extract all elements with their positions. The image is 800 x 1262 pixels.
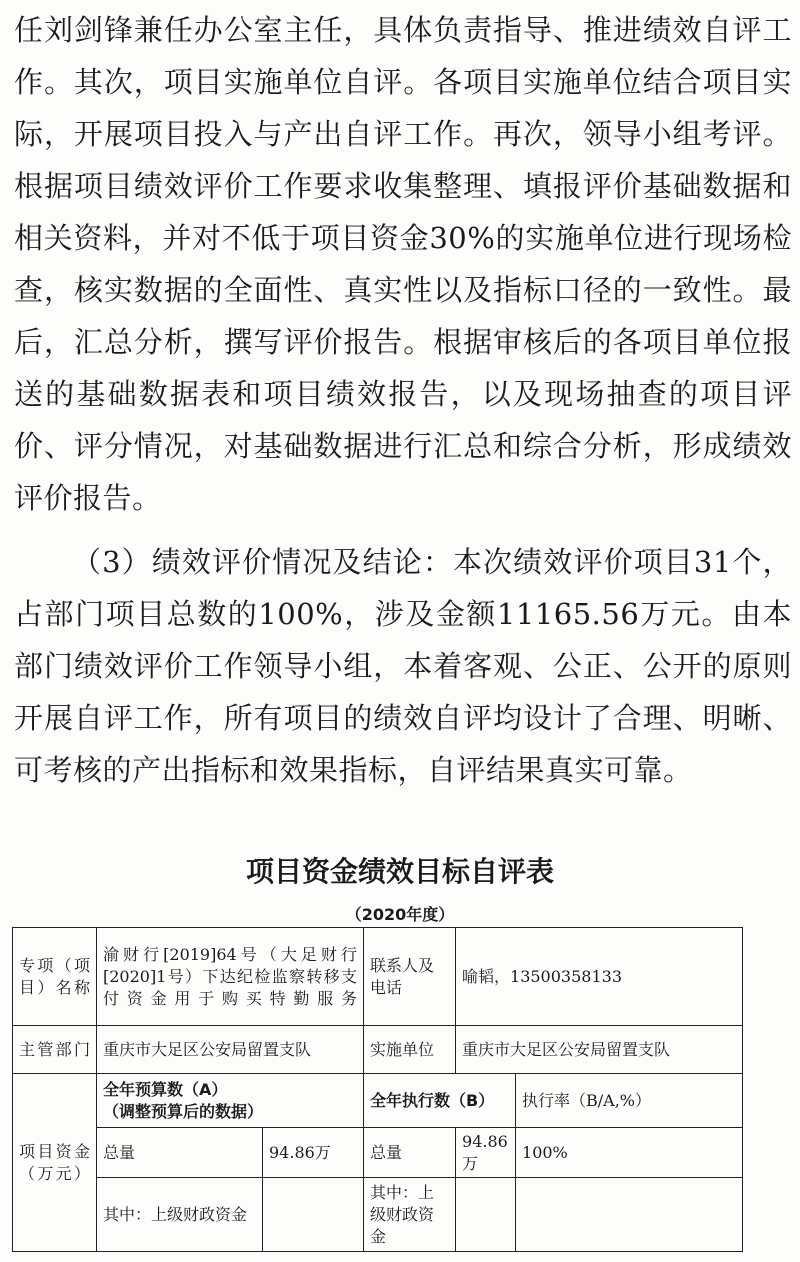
exec-sub-label: 其中：上级财政资金 <box>364 1178 456 1252</box>
rate-sub-value <box>516 1178 743 1252</box>
budget-total-label: 总量 <box>97 1128 263 1178</box>
fund-label: 项目资金（万元） <box>13 1074 97 1252</box>
dept-label: 主管部门 <box>13 1026 97 1074</box>
rate-value: 100% <box>516 1128 743 1178</box>
exec-total-value: 94.86万 <box>456 1128 516 1178</box>
budget-header-line1: 全年预算数（A） <box>103 1079 228 1099</box>
exec-total-label: 总量 <box>364 1128 456 1178</box>
table-year: （2020年度） <box>345 905 455 924</box>
budget-sub-value <box>263 1178 364 1252</box>
contact-value: 喻韬，13500358133 <box>456 928 743 1026</box>
impl-value: 重庆市大足区公安局留置支队 <box>456 1026 743 1074</box>
project-name-label: 专项（项目）名称 <box>13 928 97 1026</box>
table-row <box>13 928 743 1026</box>
body-paragraph-1: 任刘剑锋兼任办公室主任，具体负责指导、推进绩效自评工作。其次，项目实施单位自评。各项目实施单位结合项目实际，开展项目投入与产出自评工作。再次，领导小组考评。根据项目绩效评价工作要求收集整理、填报评价基础数据和相关资料，并对不低于项目资金30%的实施单位进行现场检查，核实数据的全面性、真实性以及指标口径的一致性。最后，汇总分析，撰写评价报告。根据审核后的各项目单位报送的基础数据表和项目绩效报告，以及现场抽查的项目评价、评分情况，对基础数据进行汇总和综合分析，形成绩效评价报告。 <box>14 13 792 515</box>
table-title: 项目资金绩效目标自评表 <box>245 855 554 888</box>
budget-sub-label: 其中：上级财政资金 <box>97 1178 263 1252</box>
table-row <box>13 1128 743 1178</box>
budget-header <box>97 1074 364 1128</box>
contact-label: 联系人及电话 <box>364 928 456 1026</box>
body-paragraph-2: （3）绩效评价情况及结论：本次绩效评价项目31个，占部门项目总数的100%，涉及金额11165.56万元。由本部门绩效评价工作领导小组，本着客观、公正、公开的原则开展自评工作，所有项目的绩效自评均设计了合理、明晰、可考核的产出指标和效果指标，自评结果真实可靠。 <box>14 545 792 787</box>
budget-header-line2: （调整预算后的数据） <box>103 1101 264 1121</box>
exec-sub-value <box>456 1178 516 1252</box>
self-evaluation-table <box>12 927 743 1252</box>
exec-header: 全年执行数（B） <box>364 1074 516 1128</box>
table-row <box>13 1178 743 1252</box>
rate-header: 执行率（B/A,%） <box>516 1074 743 1128</box>
table-row <box>13 1026 743 1074</box>
project-name-value: 渝财行[2019]64号（大足财行[2020]1号）下达纪检监察转移支付资金用于购买特勤服务 <box>97 928 364 1026</box>
budget-total-value: 94.86万 <box>263 1128 364 1178</box>
impl-label: 实施单位 <box>364 1026 456 1074</box>
table-row <box>13 1074 743 1128</box>
dept-value: 重庆市大足区公安局留置支队 <box>97 1026 364 1074</box>
